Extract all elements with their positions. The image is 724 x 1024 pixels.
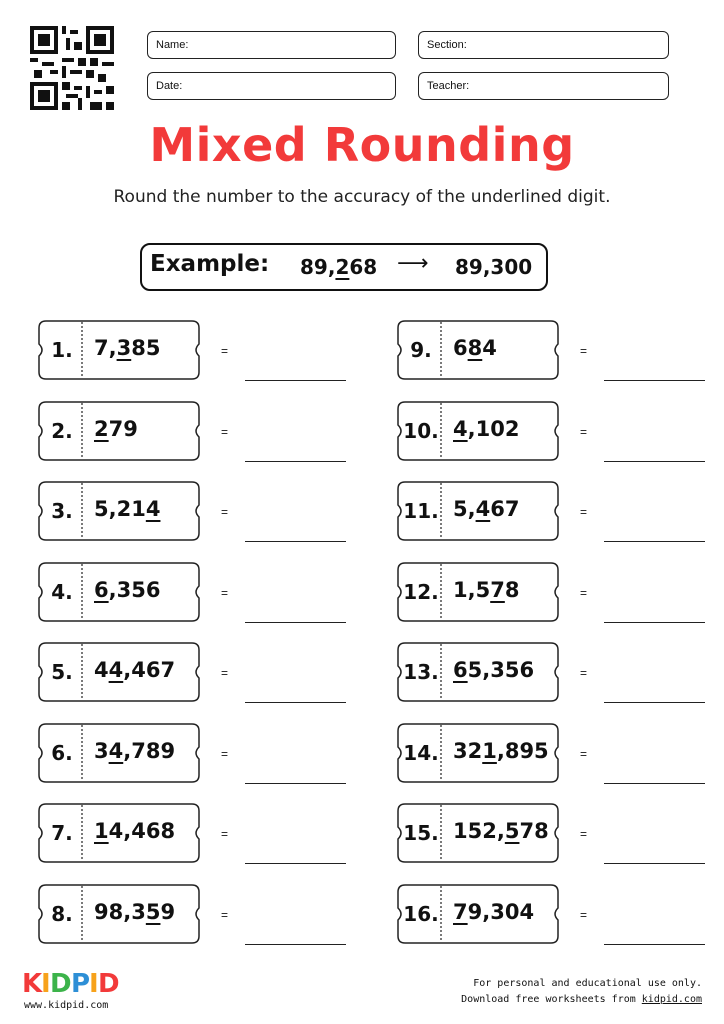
problem-number: 5. xyxy=(51,660,73,684)
kidpid-logo xyxy=(22,966,120,1000)
problem-ticket xyxy=(38,884,200,944)
underlined-digit: 3 xyxy=(116,336,132,360)
answer-line[interactable] xyxy=(604,702,705,703)
problem-ticket xyxy=(38,401,200,461)
problem-value: 684 xyxy=(453,336,497,360)
problem-ticket xyxy=(38,642,200,702)
equals-sign: = xyxy=(221,424,229,439)
kidpid-link[interactable]: kidpid.com xyxy=(641,994,702,1005)
answer-line[interactable] xyxy=(245,863,346,864)
problem-ticket xyxy=(397,401,559,461)
underlined-digit: 5 xyxy=(504,819,520,843)
problem-number: 7. xyxy=(51,821,73,845)
problem-number: 6. xyxy=(51,740,73,765)
svg-text:D: D xyxy=(50,969,72,999)
svg-text:I: I xyxy=(89,969,99,999)
problem-value: 44,467 xyxy=(94,658,176,682)
underlined-digit: 6 xyxy=(94,577,109,602)
equals-sign: = xyxy=(580,424,588,439)
problem-ticket xyxy=(38,481,200,541)
equals-sign: = xyxy=(580,344,588,358)
problem-ticket xyxy=(397,723,559,783)
underlined-digit: 4 xyxy=(145,497,161,521)
problem-ticket xyxy=(38,320,200,380)
underlined-digit: 2 xyxy=(94,416,109,441)
problem-number: 1. xyxy=(51,338,73,362)
arrow-icon: ⟶ xyxy=(397,251,429,276)
footer-note: For personal and educational use only. Download free worksheets from kidpid.com xyxy=(461,978,702,1005)
problem-value: 1,578 xyxy=(453,577,520,602)
teacher-field[interactable]: Teacher: xyxy=(418,72,669,100)
answer-line[interactable] xyxy=(604,461,705,462)
instructions: Round the number to the accuracy of the underlined digit. xyxy=(113,187,611,207)
equals-sign: = xyxy=(221,907,229,922)
answer-line[interactable] xyxy=(604,622,705,623)
problem-value: 7,385 xyxy=(94,336,161,360)
problem-ticket xyxy=(397,481,559,541)
problem-value: 65,356 xyxy=(453,658,535,682)
underlined-digit: 4 xyxy=(108,738,124,763)
page-title: Mixed Rounding xyxy=(149,118,575,172)
answer-line[interactable] xyxy=(245,944,346,945)
problem-ticket xyxy=(397,562,559,622)
problem-value: 34,789 xyxy=(94,738,176,763)
example-number: 89,268 xyxy=(300,255,378,279)
qr-code xyxy=(30,26,114,110)
problem-number: 12. xyxy=(403,579,439,604)
example-label: Example: xyxy=(150,251,270,277)
answer-line[interactable] xyxy=(245,702,346,703)
problem-number: 13. xyxy=(403,660,439,684)
footer-url: www.kidpid.com xyxy=(24,1000,109,1011)
example-answer: 89,300 xyxy=(455,255,533,279)
equals-sign: = xyxy=(580,666,588,680)
svg-text:I: I xyxy=(41,969,51,999)
answer-line[interactable] xyxy=(604,380,705,381)
underlined-digit: 5 xyxy=(145,899,161,924)
date-field[interactable]: Date: xyxy=(147,72,396,100)
problem-value: 6,356 xyxy=(94,577,161,602)
problem-number: 16. xyxy=(403,901,439,926)
underlined-digit: 4 xyxy=(475,497,491,521)
problem-ticket xyxy=(38,803,200,863)
problem-value: 14,468 xyxy=(94,819,176,843)
underlined-digit: 8 xyxy=(467,336,483,360)
equals-sign: = xyxy=(221,827,229,841)
problem-number: 15. xyxy=(403,821,439,845)
answer-line[interactable] xyxy=(245,380,346,381)
example-box xyxy=(140,243,548,291)
problem-number: 4. xyxy=(51,579,73,604)
equals-sign: = xyxy=(580,505,588,519)
underlined-digit: 4 xyxy=(108,658,124,682)
problem-ticket xyxy=(38,723,200,783)
underlined-digit: 1 xyxy=(94,819,109,843)
equals-sign: = xyxy=(221,666,229,680)
answer-line[interactable] xyxy=(604,944,705,945)
underlined-digit: 1 xyxy=(482,738,497,763)
underlined-digit: 4 xyxy=(453,416,468,441)
equals-sign: = xyxy=(580,746,588,761)
svg-text:K: K xyxy=(22,969,43,999)
problem-value: 98,359 xyxy=(94,899,176,924)
problem-ticket xyxy=(397,803,559,863)
problem-ticket xyxy=(397,884,559,944)
problem-value: 4,102 xyxy=(453,416,520,441)
problem-number: 14. xyxy=(403,740,439,765)
problem-value: 79,304 xyxy=(453,899,535,924)
problem-ticket xyxy=(397,320,559,380)
equals-sign: = xyxy=(221,746,229,761)
problem-number: 3. xyxy=(51,499,73,523)
svg-text:P: P xyxy=(71,969,91,999)
section-field[interactable]: Section: xyxy=(418,31,669,59)
equals-sign: = xyxy=(221,344,229,358)
answer-line[interactable] xyxy=(245,783,346,784)
problem-value: 5,214 xyxy=(94,497,161,521)
underlined-digit: 7 xyxy=(453,899,468,924)
problem-number: 9. xyxy=(410,338,432,362)
equals-sign: = xyxy=(221,505,229,519)
underlined-digit: 7 xyxy=(490,577,505,602)
problem-value: 5,467 xyxy=(453,497,520,521)
problem-number: 2. xyxy=(51,418,73,443)
equals-sign: = xyxy=(580,827,588,841)
problem-number: 11. xyxy=(403,499,439,523)
problem-number: 8. xyxy=(51,901,73,926)
equals-sign: = xyxy=(221,585,229,600)
answer-line[interactable] xyxy=(245,541,346,542)
problem-ticket xyxy=(38,562,200,622)
problem-number: 10. xyxy=(403,418,439,443)
name-field[interactable]: Name: xyxy=(147,31,396,59)
svg-text:D: D xyxy=(98,969,120,999)
underlined-digit: 6 xyxy=(453,658,468,682)
equals-sign: = xyxy=(580,907,588,922)
problem-ticket xyxy=(397,642,559,702)
answer-line[interactable] xyxy=(604,783,705,784)
problem-value: 152,578 xyxy=(453,819,549,843)
equals-sign: = xyxy=(580,585,588,600)
answer-line[interactable] xyxy=(245,622,346,623)
answer-line[interactable] xyxy=(604,541,705,542)
answer-line[interactable] xyxy=(604,863,705,864)
problem-value: 321,895 xyxy=(453,738,549,763)
problem-value: 279 xyxy=(94,416,138,441)
answer-line[interactable] xyxy=(245,461,346,462)
